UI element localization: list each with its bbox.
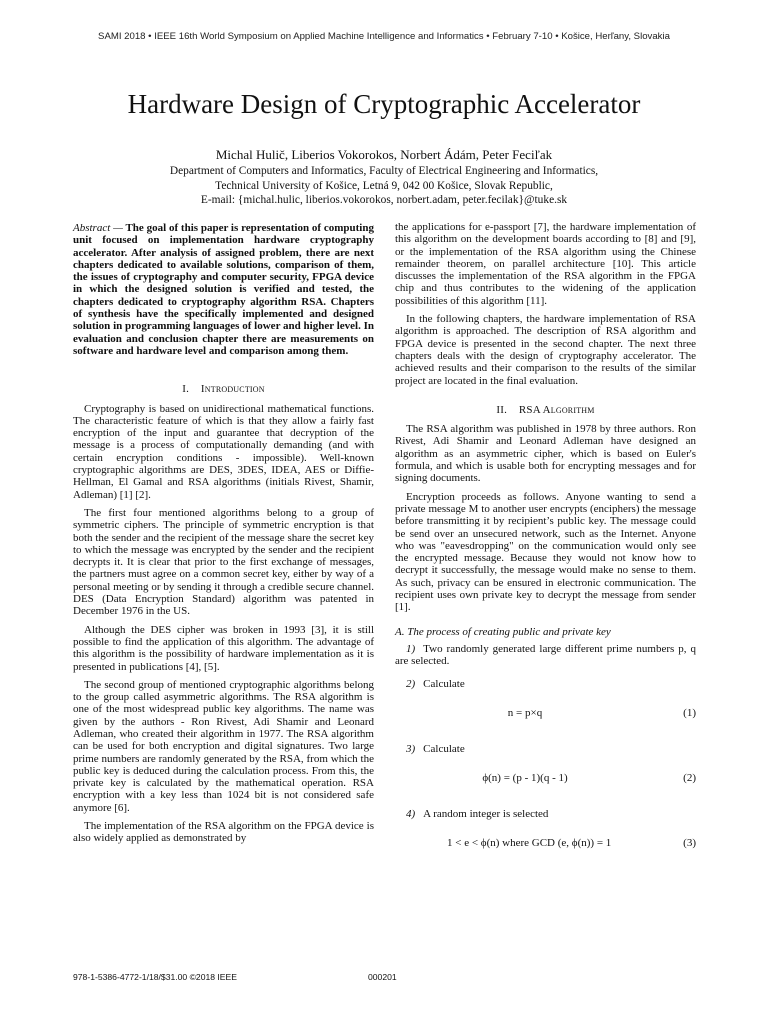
author-list: Michal Hulič, Liberios Vokorokos, Norbert Ádám, Peter Feciľak	[215, 147, 553, 162]
section-number: II.	[496, 403, 508, 416]
equation: 1 < e < ϕ(n) where GCD (e, ϕ(n)) = 1	[447, 837, 612, 850]
right-column	[395, 221, 696, 873]
page-number: 000201	[368, 972, 397, 982]
paragraph: The first four mentioned algorithms belong to a group of symmetric ciphers. The principle of symmetric encryption is that both the sender and the recipient of the message share the secret key to which the message was encrypted by the sender and the recipient decrypts it. It is clear that prior to the first exchange of messages, the partners must agree on a common secret key, either by way of a personal meeting or by sending it through a credible secure channel. DES (Data Encryption Standard) algorithm was patented in December 1976 in the US.	[73, 506, 374, 618]
equation-number: (1)	[683, 706, 696, 719]
list-item	[395, 808, 696, 820]
paper-title: Hardware Design of Cryptographic Accelerator	[127, 89, 641, 119]
left-column	[73, 222, 374, 851]
section-title: Introduction	[200, 383, 265, 396]
conference-header: SAMI 2018 • IEEE 16th World Symposium on Applied Machine Intelligence and Informatics • February 7-10 • Košice, Herľany, Slovakia	[98, 31, 670, 42]
affiliation-line: Technical University of Košice, Letná 9, 042 00 Košice, Slovak Republic,	[215, 179, 553, 192]
paragraph: In the following chapters, the hardware implementation of RSA algorithm is approached. The description of RSA algorithm and FPGA device is presented in the second chapter. The next three chapters deals with the design of cryptography accelerator. The achieved results and their comparison to the results of the similar project are located in the final evaluation.	[395, 313, 696, 387]
equation-row	[395, 772, 696, 788]
abstract-text: The goal of this paper is representation of computing unit focused on implementation hardware cryptography accelerator. After analysis of assigned problem, there are next chapters dedicated to available solutions, comparison of them, the issues of cryptography and computer security, FPGA device in which the designed solution is verified and tested, the chapters dedicated to cryptography algorithm RSA. Chapters of synthesis have the specifically implemented and designed solution in programming languages of lower and higher level. In evaluation and conclusion chapter there are measurements on software and hardware level and comparison among them.	[73, 222, 374, 357]
list-item	[395, 643, 696, 668]
step-text: Calculate	[423, 742, 465, 755]
affiliation-email: E-mail: {michal.hulic, liberios.vokorokos, norbert.adam, peter.fecilak}@tuke.sk	[200, 194, 568, 207]
equation: ϕ(n) = (p - 1)(q - 1)	[482, 772, 568, 785]
list-item	[395, 678, 696, 690]
list-item	[395, 743, 696, 755]
step-text: A random integer is selected	[423, 808, 549, 821]
step-text: Calculate	[423, 677, 465, 690]
subsection-heading: A. The process of creating public and private key	[395, 625, 611, 638]
section-title: RSA Algorithm	[518, 403, 595, 416]
paragraph: the applications for e-passport [7], the hardware implementation of this algorithm on the development boards according to [8] and [9], or the implementation of the RSA algorithm using the Chinese remainder theorem, on parallel architecture [10]. This article discusses the implementation of the RSA algorithm in the FPGA chip and thus contributes to the widening of the application possibilities of this algorithm [11].	[395, 221, 696, 307]
step-text: Two randomly generated large different prime numbers p, q are selected.	[395, 642, 696, 668]
equation: n = p×q	[507, 706, 543, 719]
equation-row	[395, 837, 696, 853]
step-number: 4)	[406, 808, 416, 821]
section-heading-rsa	[395, 404, 696, 416]
footer-isbn: 978-1-5386-4772-1/18/$31.00 ©2018 IEEE	[73, 972, 238, 982]
step-number: 2)	[406, 677, 416, 690]
step-number: 1)	[406, 642, 416, 655]
equation-row	[395, 707, 696, 723]
affiliation	[0, 164, 768, 208]
abstract-label: Abstract —	[73, 222, 123, 234]
paragraph: Cryptography is based on unidirectional mathematical functions. The characteristic feature of which is that they allow a fairly fast encryption of the input and guarantee that decryption of the message is a process of computationally demanding (and with certain encryption conditions - impossible). Well-known cryptographic algorithms are DES, 3DES, IDEA, AES or Diffie-Hellman, El Gamal and RSA algorithms (initials Rivest, Shamir, Adleman) [1] [2].	[73, 402, 374, 501]
paragraph: The implementation of the RSA algorithm on the FPGA device is also widely applied as demonstrated by	[73, 820, 374, 845]
section-heading-introduction	[73, 383, 374, 395]
step-number: 3)	[406, 742, 416, 755]
paragraph: Although the DES cipher was broken in 1993 [3], it is still possible to find the application of this algorithm. The advantage of this algorithm is the possibility of hardware implementation as it is presented in publications [4], [5].	[73, 623, 374, 673]
equation-number: (2)	[683, 772, 696, 785]
equation-number: (3)	[683, 837, 696, 850]
paragraph: The RSA algorithm was published in 1978 by three authors. Ron Rivest, Adi Shamir and Leonard Adleman have designed an algorithm as an asymmetric cipher, which is based on Euler's formula, and which is usable both for encrypting messages and for signing documents.	[395, 423, 696, 485]
paragraph: Encryption proceeds as follows. Anyone wanting to send a private message M to another user encrypts (enciphers) the message before transmitting it by recipient’s public key. The message could be send over an unsecured network, such as the Internet. Anyone who was "eavesdropping" on the communication would only see the encrypted message. Because they would not know how to decrypt it successfully, the message would make no sense to them. As such, privacy can be ensured in electronic communication. The recipient uses own private key to decrypt the message from sender [1].	[395, 490, 696, 614]
paragraph: The second group of mentioned cryptographic algorithms belong to the group called asymmetric algorithms. The RSA algorithm is one of the most widespread public key algorithms. The name was given by the authors - Ron Rivest, Adi Shamir and Leonard Adleman, who created their algorithm in 1977. The RSA algorithm can be used for both encryption and digital signatures. Two large prime numbers are randomly generated by the RSA, from which the public key is deduced during the calculation process. From this, the private key is calculated by the mathematical operation. RSA encryption with a key less than 1024 bit is not considered safe anymore [6].	[73, 678, 374, 814]
affiliation-line: Department of Computers and Informatics, Faculty of Electrical Engineering and Informatics,	[169, 165, 599, 177]
section-number: I.	[182, 383, 190, 396]
abstract	[73, 222, 374, 357]
